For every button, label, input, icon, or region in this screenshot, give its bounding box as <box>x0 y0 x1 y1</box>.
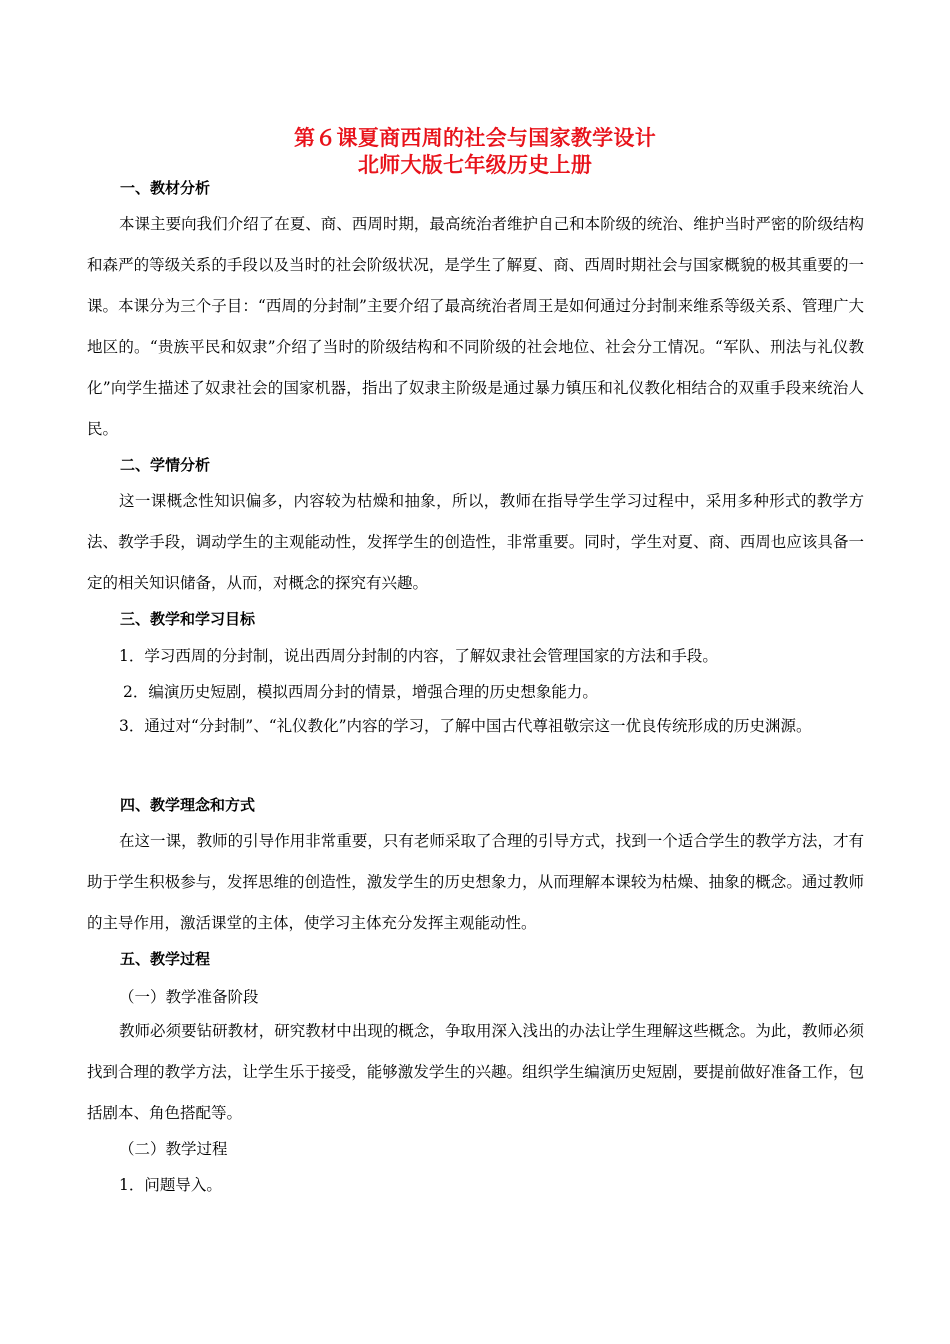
objective-item-1: 1．学习西周的分封制，说出西周分封制的内容，了解奴隶社会管理国家的方法和手段。 <box>119 647 718 665</box>
subheading-teaching-process: （二）教学过程 <box>119 1140 228 1158</box>
document-subtitle: 北师大版七年级历史上册 <box>357 153 593 177</box>
section-heading-teaching-process: 五、教学过程 <box>120 950 211 968</box>
section-heading-learner-analysis: 二、学情分析 <box>120 456 211 474</box>
process-step-1: 1．问题导入。 <box>119 1176 222 1194</box>
section-heading-objectives: 三、教学和学习目标 <box>120 610 256 628</box>
document-title: 第６课夏商西周的社会与国家教学设计 <box>293 126 657 150</box>
section-heading-teaching-approach: 四、教学理念和方式 <box>120 796 256 814</box>
section-heading-textbook-analysis: 一、教材分析 <box>120 179 211 197</box>
preparation-paragraph: 教师必须要钻研教材，研究教材中出现的概念，争取用深入浅出的办法让学生理解这些概念。为此，教师必须找到合理的教学方法，让学生乐于接受，能够激发学生的兴趣。组织学生编演历史短剧，要提前做好准备工作，包括剧本、角色搭配等。 <box>87 1022 864 1122</box>
subheading-preparation-stage: （一）教学准备阶段 <box>119 988 259 1006</box>
objective-item-3: 3．通过对“分封制”、“礼仪教化”内容的学习，了解中国古代尊祖敬宗这一优良传统形成的历史渊源。 <box>119 717 812 735</box>
teaching-approach-paragraph: 在这一课，教师的引导作用非常重要，只有老师采取了合理的引导方式，找到一个适合学生的教学方法，才有助于学生积极参与，发挥思维的创造性，激发学生的历史想象力，从而理解本课较为枯燥、抽象的概念。通过教师的主导作用，激活课堂的主体，使学习主体充分发挥主观能动性。 <box>87 832 864 932</box>
textbook-analysis-paragraph: 本课主要向我们介绍了在夏、商、西周时期，最高统治者维护自己和本阶级的统治、维护当时严密的阶级结构和森严的等级关系的手段以及当时的社会阶级状况，是学生了解夏、商、西周时期社会与国家概貌的极其重要的一课。本课分为三个子目：“西周的分封制”主要介绍了最高统治者周王是如何通过分封制来维系等级关系、管理广大地区的。“贵族平民和奴隶”介绍了当时的阶级结构和不同阶级的社会地位、社会分工情况。“军队、刑法与礼仪教化”向学生描述了奴隶社会的国家机器，指出了奴隶主阶级是通过暴力镇压和礼仪教化相结合的双重手段来统治人民。 <box>87 215 864 438</box>
objective-item-2: 2．编演历史短剧，模拟西周分封的情景，增强合理的历史想象能力。 <box>123 683 598 701</box>
learner-analysis-paragraph: 这一课概念性知识偏多，内容较为枯燥和抽象，所以，教师在指导学生学习过程中，采用多种形式的教学方法、教学手段，调动学生的主观能动性，发挥学生的创造性，非常重要。同时，学生对夏、商、西周也应该具备一定的相关知识储备，从而，对概念的探究有兴趣。 <box>87 492 864 592</box>
